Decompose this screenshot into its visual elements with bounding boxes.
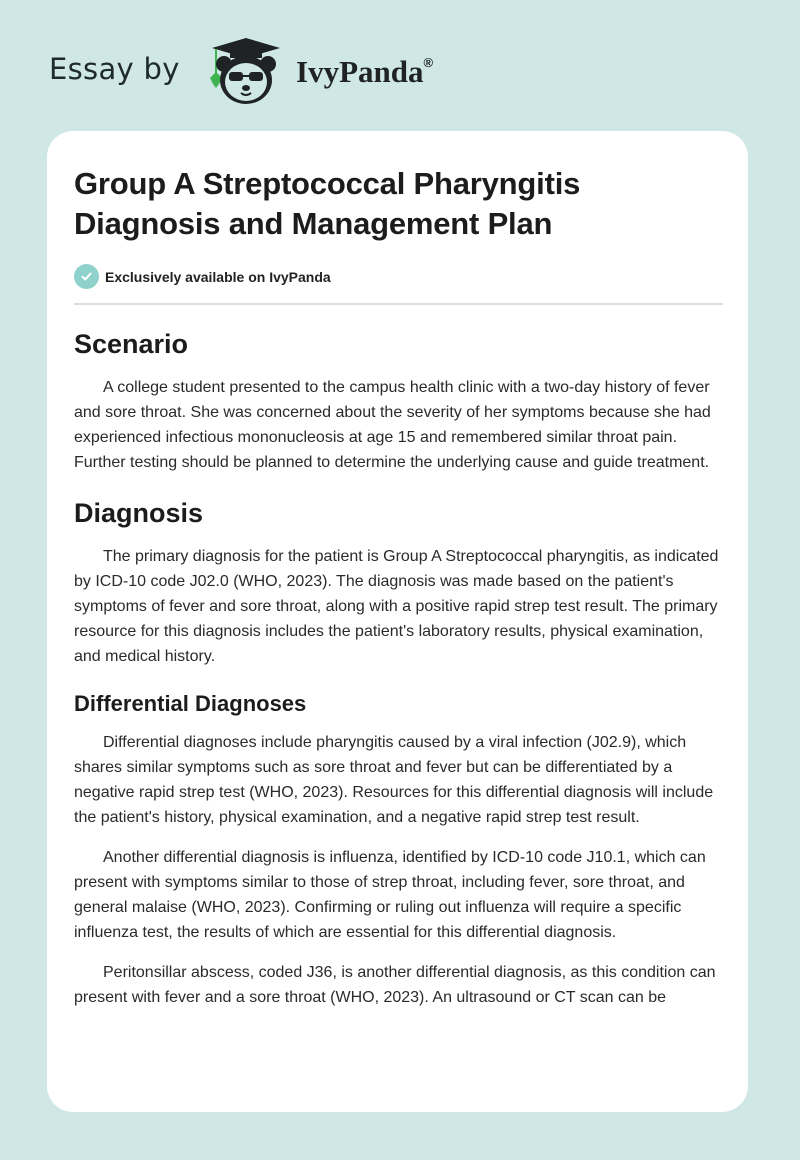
paragraph: The primary diagnosis for the patient is Group A Streptococcal pharyngitis, as indicated by ICD-10 code J02.0 (WHO, 2023). The diagnosis was made based on the patient's symptoms of fever and sore throat, along with a positive rapid strep test result. The primary resource for this diagnosis includes the patient's laboratory results, physical examination, and medical history. [74, 548, 719, 665]
site-header [0, 0, 800, 130]
article-body [74, 321, 726, 1025]
page-title: Group A Streptococcal Pharyngitis Diagnosis and Management Plan [74, 166, 581, 241]
paragraph: Peritonsillar abscess, coded J36, is another differential diagnosis, as this condition can present with fever and a sore throat (WHO, 2023). An ultrasound or CT scan can be [74, 964, 716, 1006]
section-diagnosis [74, 490, 726, 669]
registered-mark: ® [423, 54, 434, 70]
paragraph: A college student presented to the campus health clinic with a two-day history of fever and sore throat. She was concerned about the severity of her symptoms because she had experienced infectious mononucleosis at age 15 and remembered similar throat pain. Further testing should be planned to determine the underlying cause and guide treatment. [74, 379, 711, 471]
section-differential-diagnoses [74, 684, 726, 1010]
section-scenario [74, 321, 726, 475]
paragraph: Another differential diagnosis is influenza, identified by ICD-10 code J10.1, which can present with symptoms similar to those of strep throat, including fever, sore throat, and general malaise (WHO, 2023). Confirming or ruling out influenza will require a specific influenza test, the results of which are essential for this differential diagnosis. [74, 849, 706, 941]
brand-text: IvyPanda [296, 54, 424, 89]
section-heading: Scenario [74, 329, 189, 359]
section-heading: Diagnosis [74, 498, 204, 528]
paragraph: Differential diagnoses include pharyngitis caused by a viral infection (J02.9), which shares similar symptoms such as sore throat and fever but can be differentiated by a negative rapid strep test (WHO, 2023). Resources for this differential diagnosis will include the patient's history, physical examination, and a negative rapid strep test result. [74, 734, 714, 826]
subsection-heading: Differential Diagnoses [74, 691, 307, 716]
check-icon [74, 264, 99, 289]
essay-card [47, 131, 748, 1112]
divider [74, 303, 723, 305]
panda-graduation-cap-icon[interactable] [202, 36, 290, 108]
exclusive-badge [74, 264, 331, 289]
essay-by-label: Essay by [49, 52, 180, 86]
brand-name[interactable] [296, 54, 433, 90]
exclusive-label: Exclusively available on IvyPanda [105, 268, 331, 285]
